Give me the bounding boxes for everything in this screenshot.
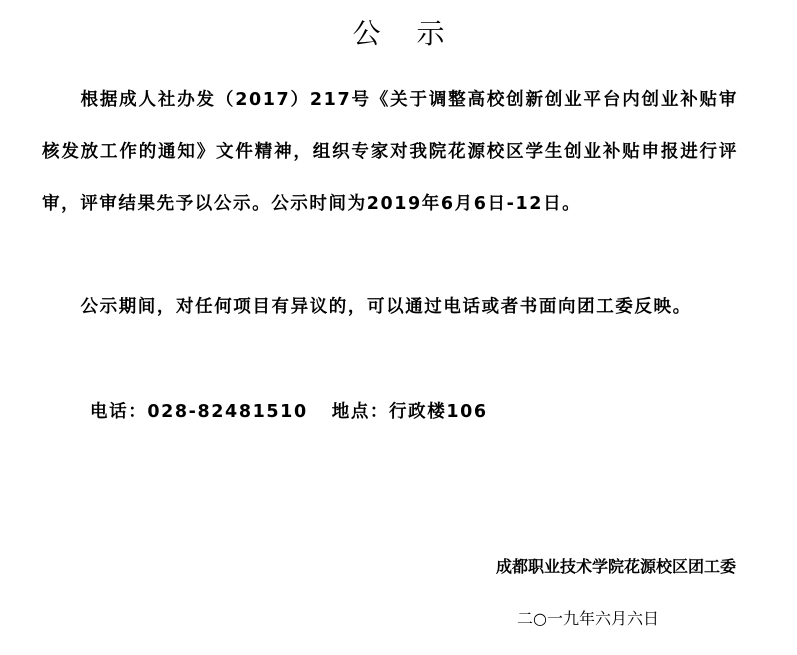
issuing-organization: 成都职业技术学院花源校区团工委 [495, 557, 736, 576]
location-value: 行政楼106 [389, 402, 488, 422]
notice-paragraph-objection: 公示期间，对任何项目有异议的，可以通过电话或者书面向团工委反映。 [80, 297, 692, 317]
phone-number: 028-82481510 [147, 402, 308, 422]
location-label: 地点： [331, 402, 390, 422]
issue-date: 二○一九年六月六日 [517, 609, 659, 628]
phone-label: 电话： [90, 402, 148, 422]
notice-title: 公示 [352, 17, 481, 50]
contact-line [90, 386, 488, 438]
notice-paragraph-main: 根据成人社办发（2017）217号《关于调整高校创新创业平台内创业补贴审核发放工作的通知》文件精神，组织专家对我院花源校区学生创业补贴申报进行评审，评审结果先予以公示。公示时间为2019年6月6日-12日。 [42, 90, 738, 214]
